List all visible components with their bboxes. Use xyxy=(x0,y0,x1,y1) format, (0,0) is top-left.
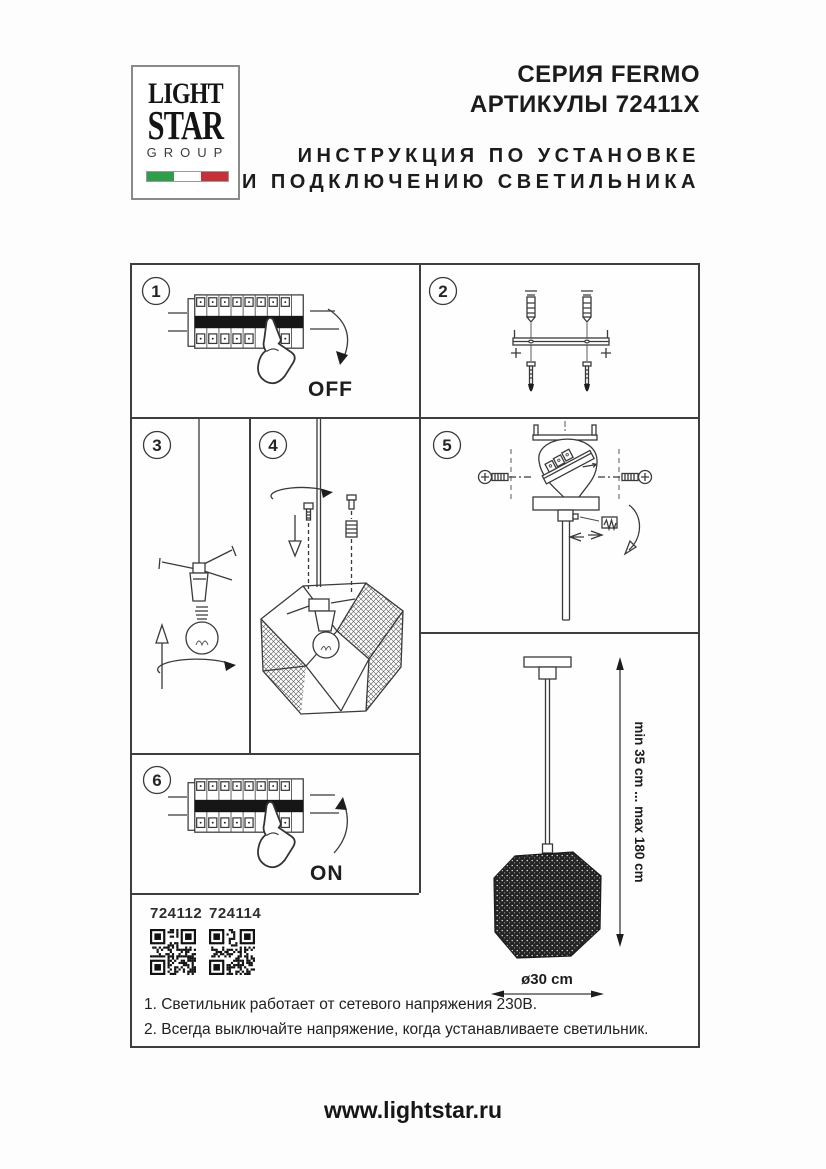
qr-code-icon xyxy=(209,929,255,975)
wall-anchor-icon xyxy=(525,291,593,322)
pendant-shade-icon xyxy=(494,852,601,958)
on-label: ON xyxy=(310,862,344,885)
qr-code-icon xyxy=(150,929,196,975)
off-label: OFF xyxy=(308,378,353,401)
step-number: 2 xyxy=(438,282,448,301)
step-2-mounting-hardware-drawing xyxy=(421,265,702,417)
screw-icon xyxy=(346,495,357,595)
note-line: 2. Всегда выключайте напряжение, когда устанавливаете светильник. xyxy=(144,1021,649,1038)
logo-word-star: STAR xyxy=(147,102,224,148)
rotate-arrow-icon xyxy=(224,661,236,671)
instruction-title-line2: И ПОДКЛЮЧЕНИЮ СВЕТИЛЬНИКА xyxy=(241,171,700,193)
step-6-breaker-on-drawing xyxy=(132,755,419,893)
height-range-label: min 35 cm ... max 180 cm xyxy=(632,721,647,883)
series-title: СЕРИЯ FERMO xyxy=(517,61,700,88)
canopy-icon xyxy=(533,497,599,620)
italian-flag-icon xyxy=(146,171,229,182)
spring-icon xyxy=(602,517,617,529)
step-number: 1 xyxy=(151,282,161,301)
note-line: 1. Светильник работает от сетевого напряжения 230В. xyxy=(144,996,538,1013)
arrow-down-icon xyxy=(289,541,301,556)
safety-notes xyxy=(144,992,692,1042)
light-bulb-icon xyxy=(186,607,218,654)
product-code: 724114 xyxy=(209,905,262,922)
screw-icon xyxy=(304,503,313,589)
step-5-canopy-mount-drawing xyxy=(421,419,702,632)
product-code: 724112 xyxy=(150,905,203,922)
screw-icon xyxy=(597,471,652,484)
ceiling-bracket-icon xyxy=(533,425,597,440)
instruction-grid xyxy=(130,263,700,1048)
step-number: 4 xyxy=(268,436,278,455)
lightstar-logo xyxy=(131,65,240,200)
step-4-shade-install-drawing xyxy=(251,419,419,753)
slide-arrows-icon xyxy=(570,531,602,541)
step-number: 5 xyxy=(442,436,452,455)
logo-word-group: GROUP xyxy=(146,145,230,160)
pendant-dimensions-drawing xyxy=(421,634,702,1048)
logo-word-light: LIGHT xyxy=(148,77,223,110)
arrow-up-icon xyxy=(335,797,347,810)
mounting-bracket-icon xyxy=(511,330,611,358)
header xyxy=(242,60,700,195)
instruction-title-line1: ИНСТРУКЦИЯ ПО УСТАНОВКЕ xyxy=(297,145,700,167)
articles-title: АРТИКУЛЫ 72411X xyxy=(469,91,700,118)
step-number: 3 xyxy=(152,436,162,455)
height-dimension xyxy=(616,657,647,947)
screw-icon xyxy=(479,471,534,484)
flag-white-stripe xyxy=(174,172,201,181)
arrow-up-icon xyxy=(156,625,168,643)
step-3-bulb-install-drawing xyxy=(132,419,249,753)
website-url: www.lightstar.ru xyxy=(323,1097,503,1123)
flag-red-stripe xyxy=(201,172,228,181)
flag-green-stripe xyxy=(147,172,174,181)
diameter-label: ø30 cm xyxy=(521,971,573,988)
screw-icon xyxy=(527,362,591,392)
step-1-breaker-off-drawing xyxy=(132,265,419,417)
step-number: 6 xyxy=(152,771,162,790)
arrow-down-icon xyxy=(336,351,348,365)
